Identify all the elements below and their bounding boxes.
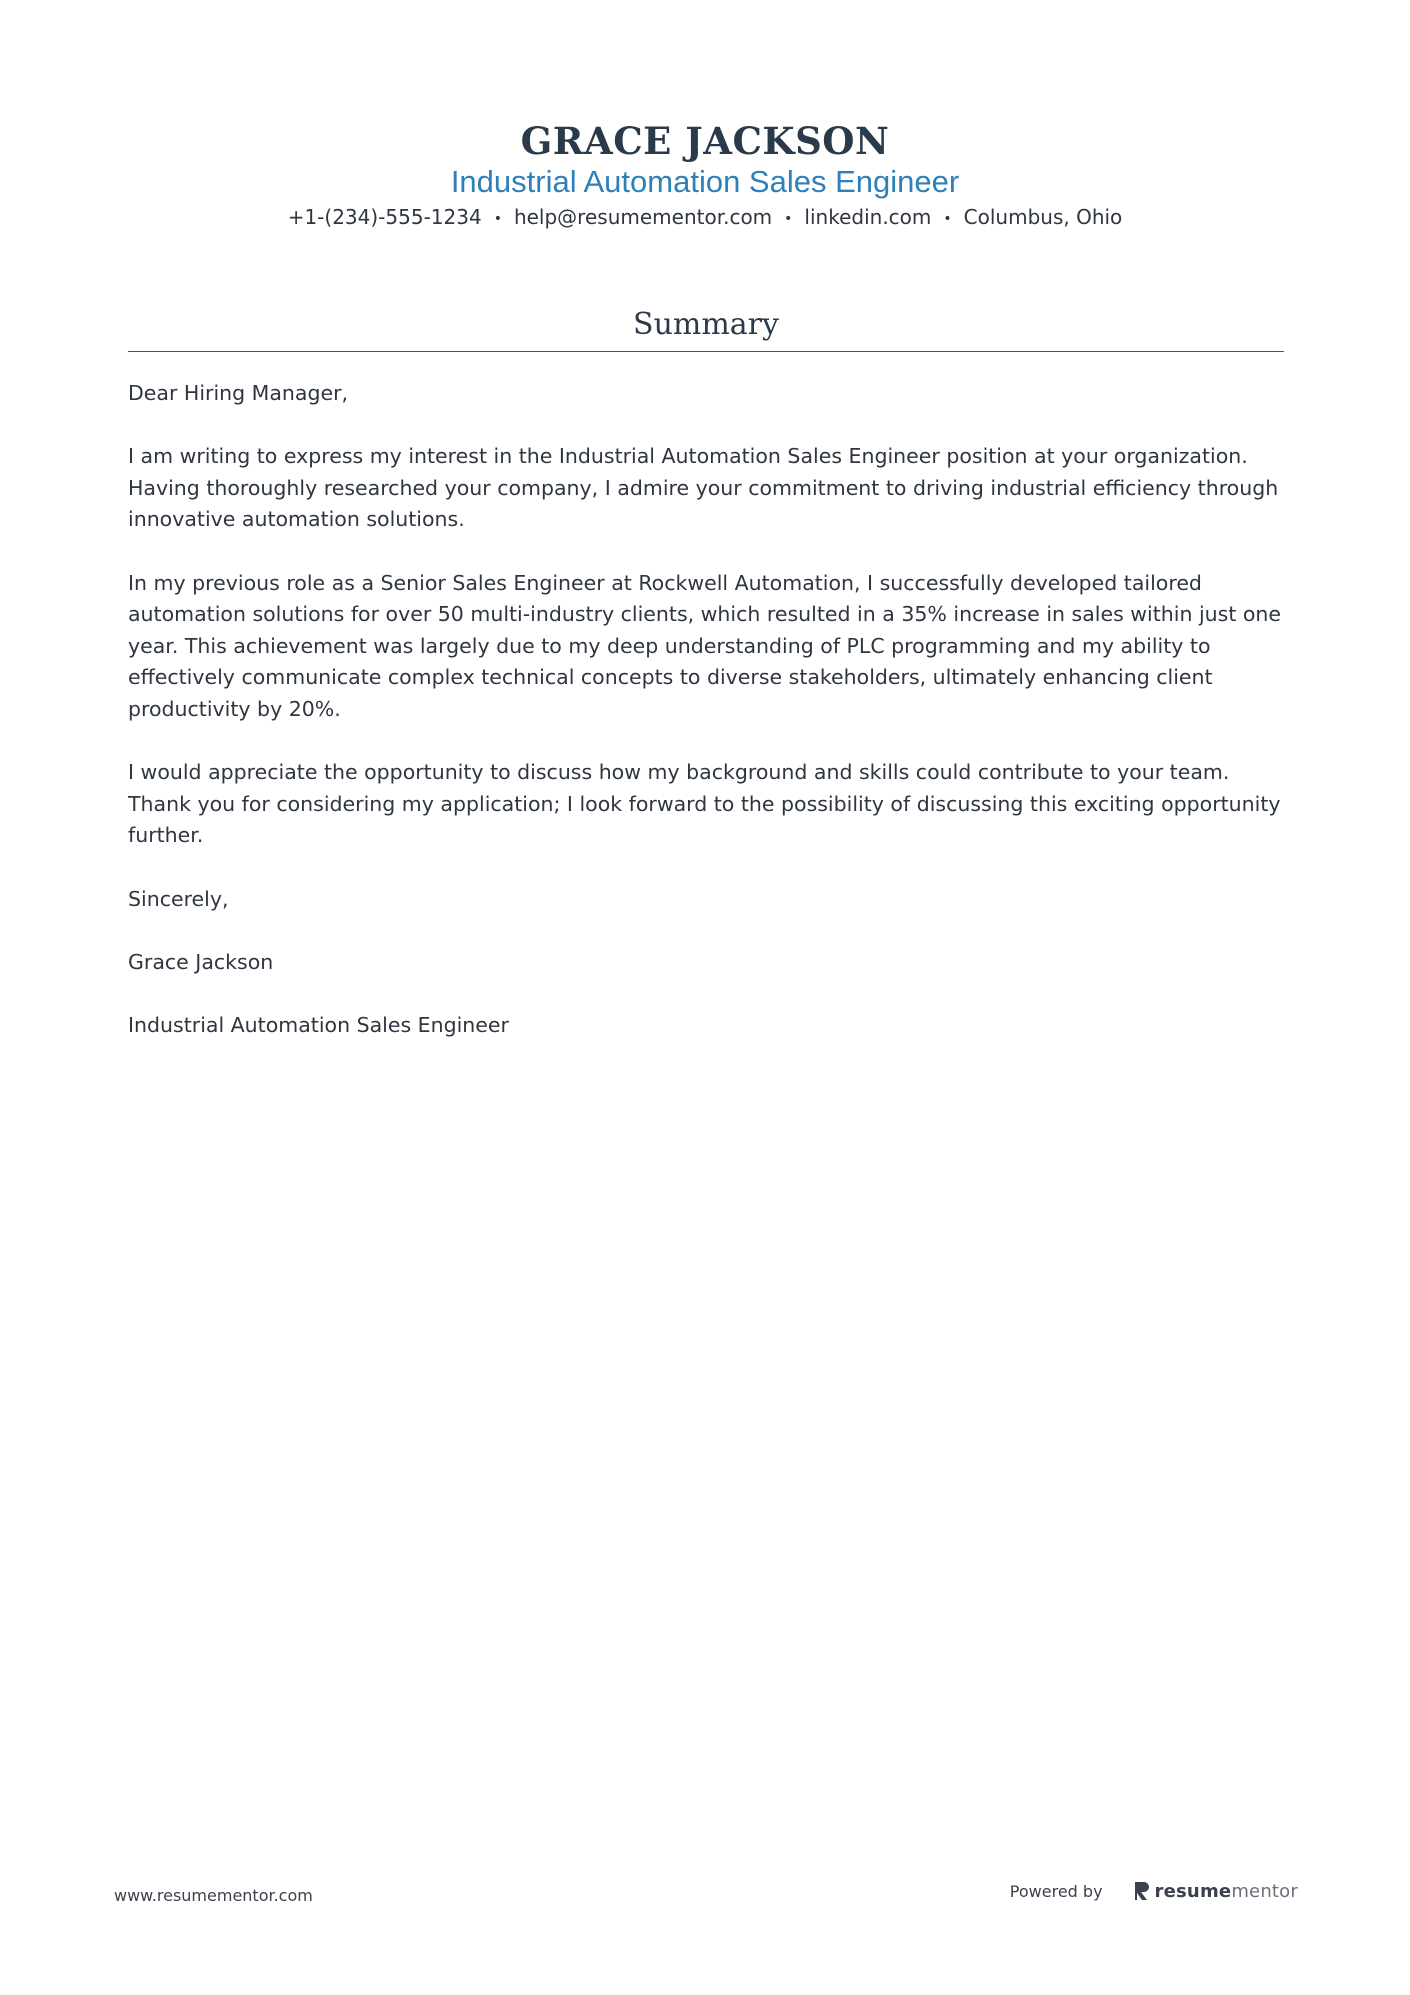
candidate-name: GRACE JACKSON (520, 119, 890, 163)
contact-phone: +1-(234)-555-1234 (287, 205, 482, 229)
section-title-summary: Summary (633, 307, 779, 342)
letter-paragraph: In my previous role as a Senior Sales Engineer at Rockwell Automation, I successfully developed tailored automation solutions for over 50 multi-industry clients, which resulted in a 35% increase in sales within just one year. This achievement was largely due to my deep understanding of PLC programming and my ability to effectively communicate complex technical concepts to diverse stakeholders, ultimately enhancing client productivity by 20%. (128, 570, 1282, 721)
contact-separator: • (784, 210, 793, 227)
footer-website-link[interactable]: www.resumementor.com (114, 1886, 313, 1905)
logo-text-light: mentor (1231, 1880, 1298, 1902)
letter-header (0, 118, 1410, 234)
signature-title: Industrial Automation Sales Engineer (128, 1012, 509, 1037)
resumementor-logo[interactable] (1155, 1881, 1298, 1902)
resumementor-logo-icon (1133, 1880, 1151, 1902)
letter-body (128, 378, 1288, 1073)
contact-separator: • (943, 210, 952, 227)
letter-closing: Sincerely, (128, 886, 229, 911)
letter-paragraph: I would appreciate the opportunity to discuss how my background and skills could contribute to your team. Thank you for considering my application; I look forward to the possibility of discussing this exciting opportunity further. (128, 760, 1281, 848)
contact-line (0, 202, 1410, 234)
section-divider (128, 351, 1284, 352)
contact-separator: • (493, 210, 502, 227)
contact-linkedin[interactable]: linkedin.com (804, 205, 932, 229)
contact-email[interactable]: help@resumementor.com (513, 205, 773, 229)
letter-paragraph: I am writing to express my interest in the Industrial Automation Sales Engineer position at your organization. Having thoroughly researched your company, I admire your commitment to driving industrial efficiency through innovative automation solutions. (128, 444, 1279, 532)
powered-by-label: Powered by (1009, 1881, 1103, 1901)
signature-name: Grace Jackson (128, 949, 274, 974)
footer-branding (1010, 1880, 1298, 1902)
candidate-job-title: Industrial Automation Sales Engineer (450, 164, 960, 199)
letter-greeting: Dear Hiring Manager, (128, 381, 349, 405)
contact-location: Columbus, Ohio (963, 205, 1123, 229)
logo-text-bold: resume (1154, 1880, 1232, 1902)
